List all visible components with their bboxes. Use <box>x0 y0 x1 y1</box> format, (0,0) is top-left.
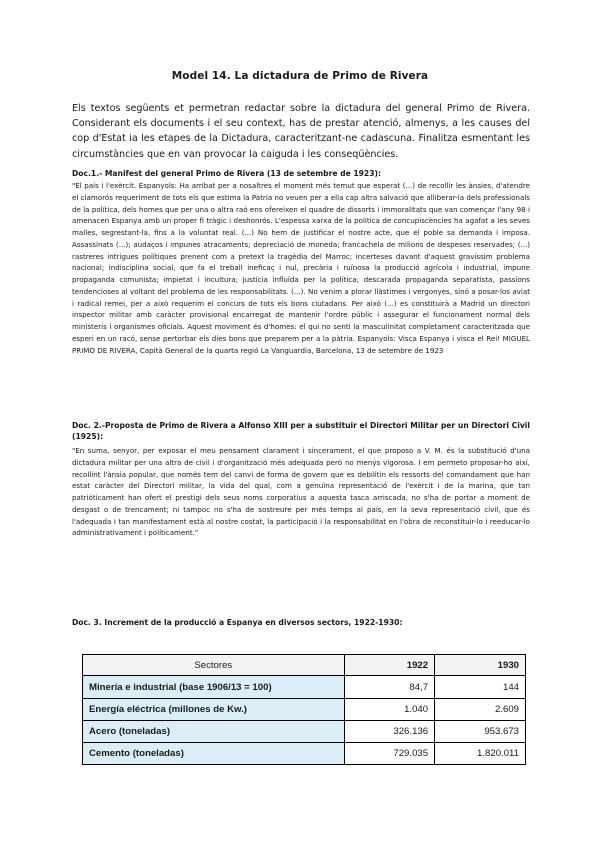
table-cell: 144 <box>435 676 526 699</box>
page-title: Model 14. La dictadura de Primo de Rivera <box>171 70 429 82</box>
table-header-row <box>83 655 526 676</box>
table-header-cell: 1922 <box>344 655 435 676</box>
table-cell: 1.820.011 <box>435 743 526 765</box>
table-row <box>83 676 526 699</box>
intro-paragraph: Els textos següents et permetran redactar sobre la dictadura del general Primo de Rivera. Considerant els documents i el seu context, has de prestar atenció, almenys, a les causes del cop d'Estat ia les etapes de la Dictadura, caracteritzant-ne cadascuna. Finalitza esmentant les circumstàncies que en van provocar la caiguda i les conseqüències. <box>72 103 530 160</box>
table-row-label: Acero (toneladas) <box>83 721 345 743</box>
doc1-heading: Doc.1.- Manifest del general Primo de Rivera (13 de setembre de 1923): <box>72 169 382 178</box>
table-row <box>83 721 526 743</box>
table-row <box>83 743 526 765</box>
table-row-label: Energía eléctrica (millones de Kw.) <box>83 699 345 721</box>
table-header-cell: Sectores <box>83 655 345 676</box>
doc2-text: "En suma, senyor, per exposar el meu pensament clarament i sincerament, el que proposo a V. M. és la substitució d'una dictadura militar per una altra de civil i d'organització més adequada però no menys vigorosa. I em permeto proposar-ho així, recollint l'ànsia popular, que només tem del canvi de forma de govern que es debilitin els ressorts del comandament que han estat caràcter del Directori militar, la vida del qual, com a genuïna representació de l'exèrcit i de la marina, que tan patrióticament han ofert el prestigi dels seus noms corporatius a aquesta tasca arriscada, no s'ha de portar a moment de desgast o de trencament; ni tampoc no s'ha de sostreure per més temps al país, en la seva representació civil, que és l'adequada i tan manifestament està al nostre costat, la participació i la responsabilitat en l'obra de reconstituir-lo i reeducar-lo administrativament i políticament." <box>72 446 530 538</box>
doc1-text: "El país i l'exèrcit. Espanyols: Ha arribat per a nosaltres el moment més temut que esperat (...) de recollir les ànsies, d'atendre el clamorós requeriment de tots els que estima la Pàtria no veuen per a ella cap altra salvació que alliberar-la dels professionals de la política, dels homes que per una o altra raó ens ofereixen el quadre de dissorts i immoralitats que van començar l'any 98 i amenacen Espanya amb un proper fi tràgic i deshonrós. L'espessa xarxa de la política de concupiscències ha agafat a les seves malles, segrestant-la, fins a la voluntat real. (...) No hem de justificar el nostre acte, que el poble sa demanda i imposa. Assassinats (...); audaços i impunes atracaments; depreciació de moneda; francachela de milions de despeses reservades; (...) rastreres intrigues polítiques prenent com a pretext la tragèdia del Marroc; incerteses davant d'aquest gravíssim problema nacional; indisciplina social, que fa el treball ineficaç i nul, precària i ruïnosa la producció agrícola i industrial, impune propaganda comunista; impietat i incultura; justícia influïda per la política; descarada propaganda separatista, passions tendencioses al voltant del problema de les responsabilitats. (...). No venim a plorar llàstimes i vergonyes, sinó a posar-los aviat i radical remei, per a això requerim el concurs de tots els bons ciutadans. Per això (...) es constituirà a Madrid un directori inspector militar amb caràcter provisional encarregat de mantenir l'ordre públic i assegurar el funcionament normal dels ministeris i organismes oficials. Aquest moviment és d'homes: el qui no senti la masculinitat completament caracteritzada que esperi en un racó, sense pertorbar els dies bons que preparem per a la pàtria. Espanyols: Visca Espanya i visca el Rei! MIGUEL PRIMO DE RIVERA, Capità General de la quarta regió La Vanguardia, Barcelona, 13 de setembre de 1923 <box>72 181 530 355</box>
table-row-label: Minería e industrial (base 1906/13 = 100) <box>83 676 345 699</box>
doc2-heading: Doc. 2.-Proposta de Primo de Rivera a Alfonso XIII per a substituir el Directori Militar per un Directori Civil (1925): <box>72 421 530 442</box>
table-cell: 2.609 <box>435 699 526 721</box>
table-cell: 326.136 <box>344 721 435 743</box>
table-cell: 1.040 <box>344 699 435 721</box>
production-table <box>82 654 526 765</box>
doc3-heading: Doc. 3. Increment de la producció a Espanya en diversos sectors, 1922-1930: <box>72 618 403 627</box>
table-header-cell: 1930 <box>435 655 526 676</box>
table-row-label: Cemento (toneladas) <box>83 743 345 765</box>
table-cell: 729.035 <box>344 743 435 765</box>
table-cell: 84,7 <box>344 676 435 699</box>
table-row <box>83 699 526 721</box>
table-cell: 953.673 <box>435 721 526 743</box>
